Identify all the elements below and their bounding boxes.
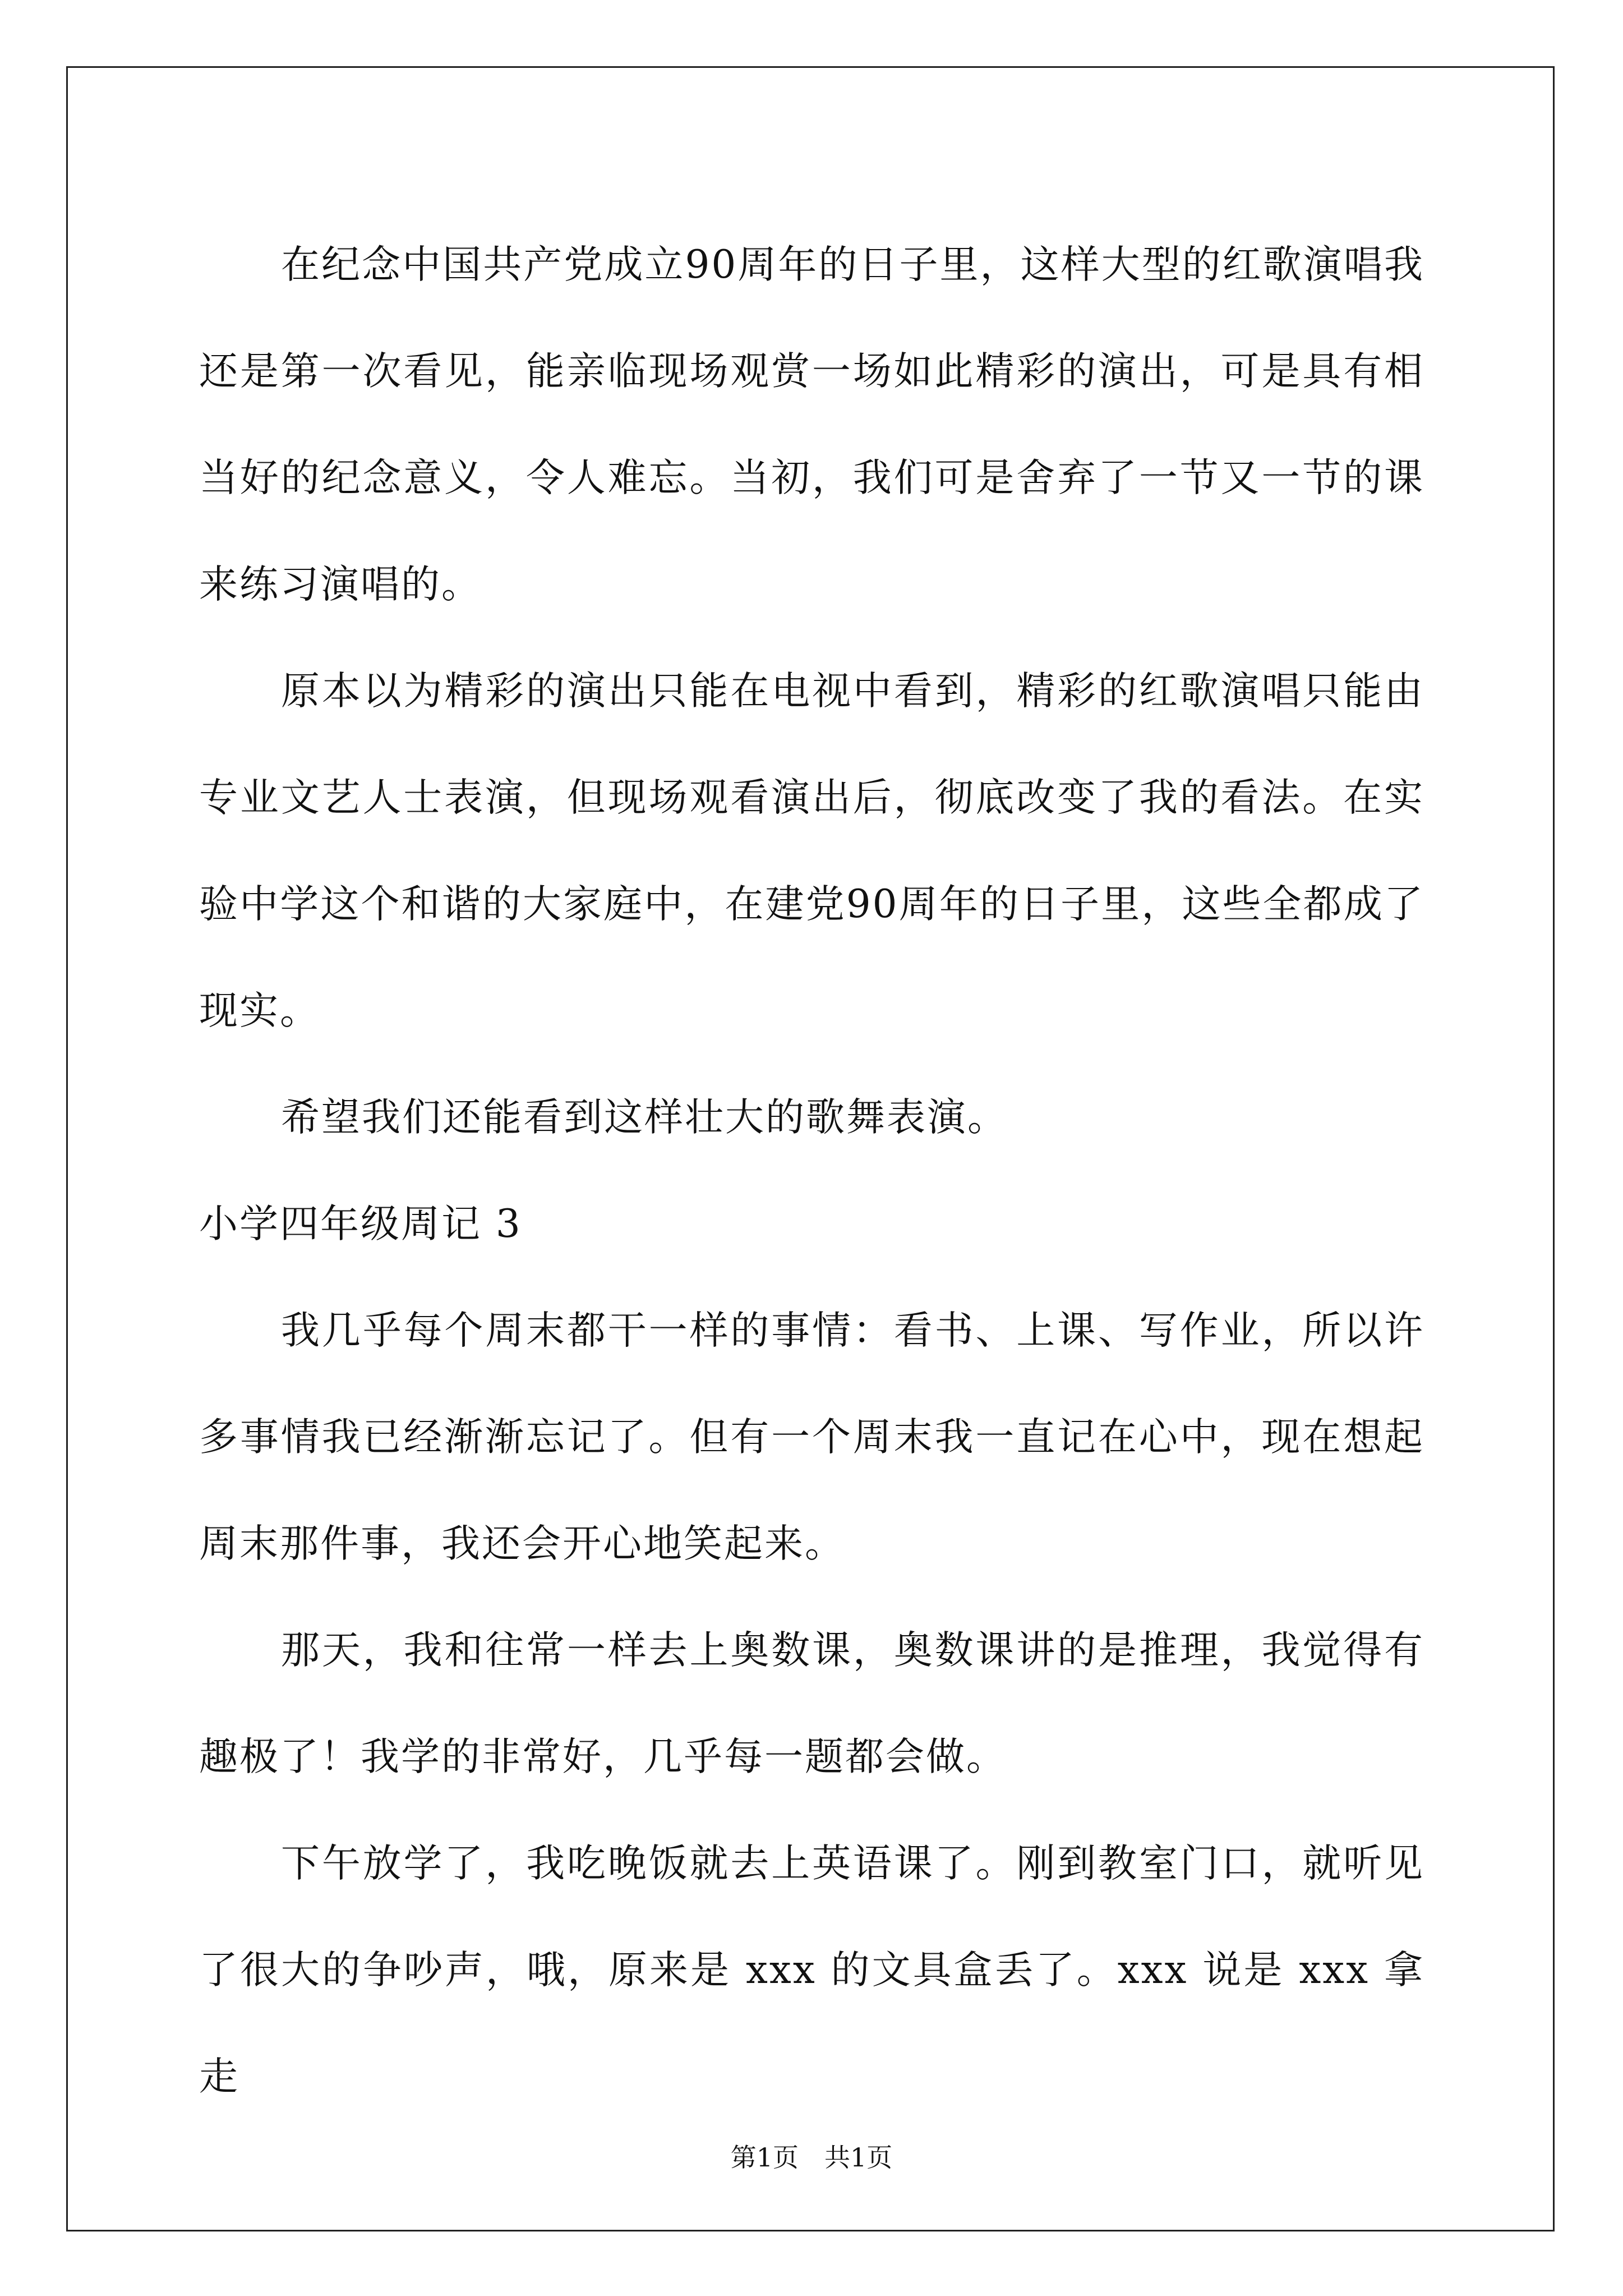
paragraph-6: 下午放学了，我吃晚饭就去上英语课了。刚到教室门口，就听见了很大的争吵声，哦，原来是 xxx 的文具盒丢了。xxx 说是 xxx 拿走 bbox=[199, 1841, 1424, 2099]
paragraph-1: 在纪念中国共产党成立90周年的日子里，这样大型的红歌演唱我还是第一次看见，能亲临现场观赏一场如此精彩的演出，可是具有相当好的纪念意义，令人难忘。当初，我们可是舍弃了一节又一节的课来练习演唱的。 bbox=[199, 242, 1424, 607]
paragraph-3: 希望我们还能看到这样壮大的歌舞表演。 bbox=[281, 1095, 1008, 1140]
paragraph-4: 我几乎每个周末都干一样的事情：看书、上课、写作业，所以许多事情我已经渐渐忘记了。但有一个周末我一直记在心中，现在想起周末那件事，我还会开心地笑起来。 bbox=[199, 1308, 1424, 1566]
paragraph-2: 原本以为精彩的演出只能在电视中看到，精彩的红歌演唱只能由专业文艺人士表演，但现场观看演出后，彻底改变了我的看法。在实验中学这个和谐的大家庭中，在建党90周年的日子里，这些全都成了现实。 bbox=[199, 669, 1424, 1033]
paragraph-5: 那天，我和往常一样去上奥数课，奥数课讲的是推理，我觉得有趣极了！我学的非常好，几乎每一题都会做。 bbox=[199, 1628, 1424, 1779]
section-heading: 小学四年级周记 3 bbox=[199, 1202, 522, 1246]
page-number-footer: 第1页 共1页 bbox=[730, 2142, 893, 2173]
document-body bbox=[199, 211, 1424, 2130]
